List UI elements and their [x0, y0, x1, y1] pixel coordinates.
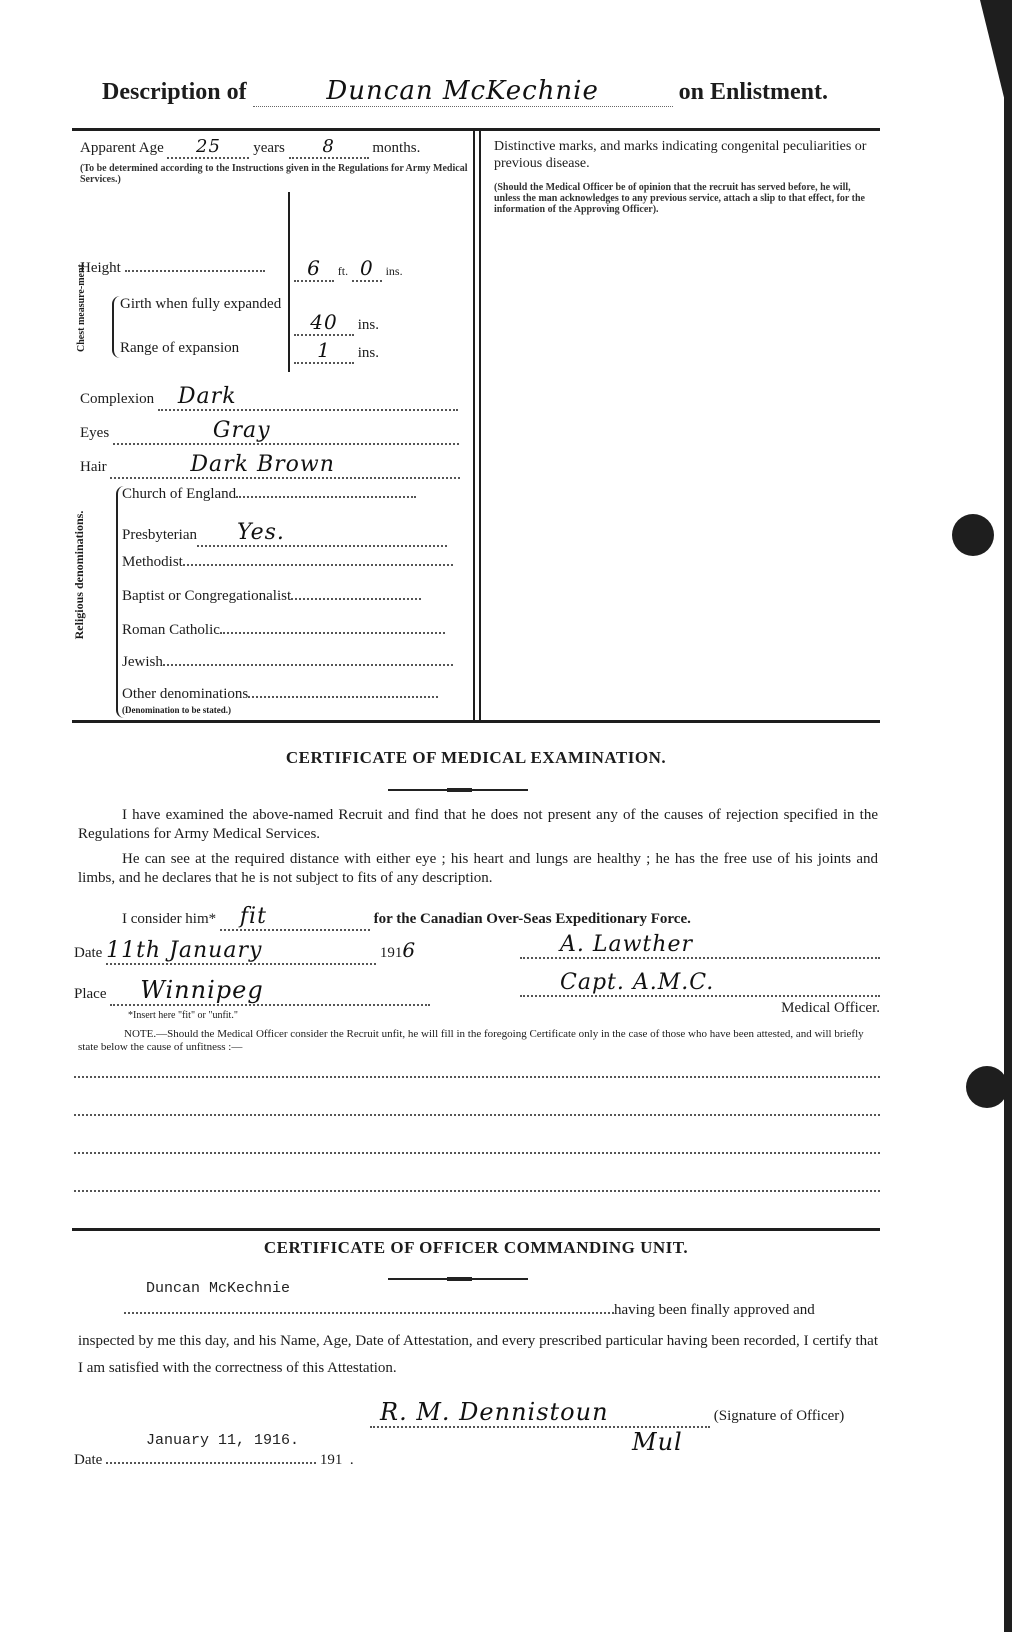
range-of-expansion-label: Range of expansion: [120, 340, 240, 356]
religion-value-baptist: [291, 598, 421, 600]
religion-value-roman-catholic: [220, 632, 445, 634]
officer-signature: R. M. Dennistoun: [370, 1398, 710, 1428]
medical-date-value: 11th January: [106, 938, 376, 965]
officer-date-row: Date 191 .: [74, 1452, 354, 1468]
section-rule: [72, 720, 880, 723]
chest-measurement-group-label: Chest measure-ment.: [76, 261, 87, 352]
height-label-row: [80, 260, 280, 277]
section-rule: [72, 1228, 880, 1231]
complexion-row: [80, 384, 470, 411]
religion-value-jewish: [163, 664, 453, 666]
height-value-row: [294, 256, 464, 282]
age-months-value: 8: [289, 136, 369, 159]
recruit-name-handwritten: Duncan McKechnie: [253, 76, 673, 107]
girth-value-row: [294, 310, 464, 336]
religion-label-other: Other denominations: [122, 686, 249, 702]
religion-row: [122, 588, 472, 605]
hair-value: Dark Brown: [110, 452, 460, 479]
scan-corner-shadow: [980, 0, 1012, 130]
officer-signature-row: [370, 1398, 880, 1428]
religion-value-other: [248, 696, 438, 698]
height-label: Height: [80, 260, 121, 276]
religion-label-jewish: Jewish: [122, 654, 163, 670]
religious-denominations-group-label: Religious denominations.: [72, 510, 86, 640]
denomination-note: (Denomination to be stated.): [122, 705, 231, 715]
months-label: months.: [372, 140, 421, 156]
officer-paragraph: inspected by me this day, and his Name, Age, Date of Attestation, and every prescribed particular having been recorded, I certify that I am satisfied with the correctness of this Attestation.: [78, 1333, 878, 1376]
girth-value: 40: [294, 310, 354, 336]
religion-row: [122, 654, 472, 671]
fitness-value: fit: [220, 904, 370, 931]
fit-unfit-footnote: *Insert here "fit" or "unfit.": [128, 1010, 238, 1021]
height-inches-value: 0: [352, 256, 382, 282]
chest-brace: [112, 296, 120, 358]
religion-row: [122, 686, 472, 703]
complexion-label: Complexion: [80, 391, 155, 407]
distinctive-marks-field: [494, 236, 876, 706]
place-label: Place: [74, 986, 107, 1002]
officer-initials: Mul: [632, 1428, 683, 1456]
marks-column-divider: [473, 130, 475, 720]
approval-line: [124, 1302, 880, 1319]
range-unit: ins.: [357, 345, 380, 361]
punch-hole: [952, 514, 994, 556]
unfitness-line: [74, 1076, 880, 1078]
unfitness-line: [74, 1152, 880, 1154]
scan-edge-shadow: [1004, 0, 1012, 1632]
religion-row: [122, 486, 472, 503]
typed-recruit-name: Duncan McKechnie: [146, 1280, 291, 1297]
range-value: 1: [294, 338, 354, 364]
medical-officer-signature: A. Lawther: [520, 932, 880, 959]
medical-officer-title: Medical Officer.: [781, 1000, 880, 1016]
officer-year-prefix: 191: [319, 1452, 343, 1468]
typed-date-value: January 11, 1916.: [146, 1432, 300, 1449]
height-feet-value: 6: [294, 256, 334, 282]
date-label: Date: [74, 945, 103, 961]
heading-ornament-rule: [388, 789, 528, 791]
medical-officer-rank: Capt. A.M.C.: [520, 970, 880, 997]
value-column-divider: [288, 192, 290, 372]
religion-value-methodist: [183, 564, 453, 566]
feet-unit: ft.: [337, 264, 349, 278]
religion-value-church-of-england: [236, 496, 416, 498]
approval-text: having been finally approved and: [614, 1302, 815, 1318]
punch-hole: [966, 1066, 1008, 1108]
eyes-value: Gray: [113, 418, 459, 445]
medical-date-row: [74, 938, 494, 965]
document-title: [102, 76, 882, 107]
religion-label-methodist: Methodist: [122, 554, 183, 570]
title-suffix: on Enlistment.: [678, 79, 829, 105]
eyes-row: [80, 418, 470, 445]
religion-row: [122, 622, 472, 639]
apparent-age-label: Apparent Age: [80, 140, 164, 156]
girth-label: Girth when fully expanded: [120, 296, 282, 312]
years-label: years: [253, 140, 285, 156]
religion-label-presbyterian: Presbyterian: [122, 527, 197, 543]
religion-label-roman-catholic: Roman Catholic: [122, 622, 220, 638]
hair-row: [80, 452, 470, 479]
year-suffix-handwritten: 6: [402, 938, 417, 962]
girth-unit: ins.: [357, 317, 380, 333]
title-prefix: Description of: [102, 79, 247, 105]
unfit-note: NOTE.—Should the Medical Officer consider the Recruit unfit, he will fill in the foregoing Certificate only in the case of those who have been attested, and will briefly state below the cause of unfitness :—: [78, 1028, 864, 1053]
religion-row: [122, 554, 472, 571]
religion-label-church-of-england: Church of England: [122, 486, 237, 502]
religion-row: [122, 520, 472, 547]
expeditionary-force-label: for the Canadian Over-Seas Expeditionary Force.: [373, 911, 691, 927]
title-rule: [72, 128, 880, 131]
consider-him-label: I consider him*: [122, 911, 217, 927]
apparent-age-row: [80, 136, 470, 159]
officer-certificate-heading: CERTIFICATE OF OFFICER COMMANDING UNIT.: [263, 1238, 689, 1257]
officer-date-label: Date: [74, 1452, 103, 1468]
medical-paragraph-1: I have examined the above-named Recruit and find that he does not present any of the causes of rejection specified in the Regulations for Army Medical Services.: [78, 807, 878, 842]
distinctive-marks-note: (Should the Medical Officer be of opinion that the recruit has served before, he will, unless the man acknowledges to any previous service, attach a slip to that effect, for the information of the Approving Officer).: [494, 182, 865, 215]
eyes-label: Eyes: [80, 425, 110, 441]
complexion-value: Dark: [158, 384, 458, 411]
medical-paragraph-2: He can see at the required distance with either eye ; his heart and lungs are healthy ; he has the free use of his joints and limbs, and he declares that he is not subject to fits of any description.: [78, 851, 878, 886]
religion-label-baptist: Baptist or Congregationalist: [122, 588, 292, 604]
signature-of-officer-label: (Signature of Officer): [713, 1408, 845, 1424]
marks-column-divider-2: [479, 130, 481, 720]
age-instructions-note: (To be determined according to the Instructions given in the Regulations for Army Medical Services.): [80, 163, 468, 185]
medical-certificate-heading: CERTIFICATE OF MEDICAL EXAMINATION.: [285, 748, 667, 767]
range-value-row: [294, 338, 464, 364]
medical-place-row: [74, 976, 494, 1006]
distinctive-marks-heading: Distinctive marks, and marks indicating congenital peculiarities or previous disease.: [494, 139, 867, 171]
medical-place-value: Winnipeg: [110, 976, 430, 1006]
unfitness-line: [74, 1190, 880, 1192]
religion-value-presbyterian: Yes.: [197, 520, 447, 547]
fitness-statement-row: [122, 904, 882, 931]
hair-label: Hair: [80, 459, 107, 475]
age-years-value: 25: [167, 136, 249, 159]
inches-unit: ins.: [385, 264, 403, 278]
unfitness-line: [74, 1114, 880, 1116]
year-prefix: 191: [379, 945, 403, 961]
